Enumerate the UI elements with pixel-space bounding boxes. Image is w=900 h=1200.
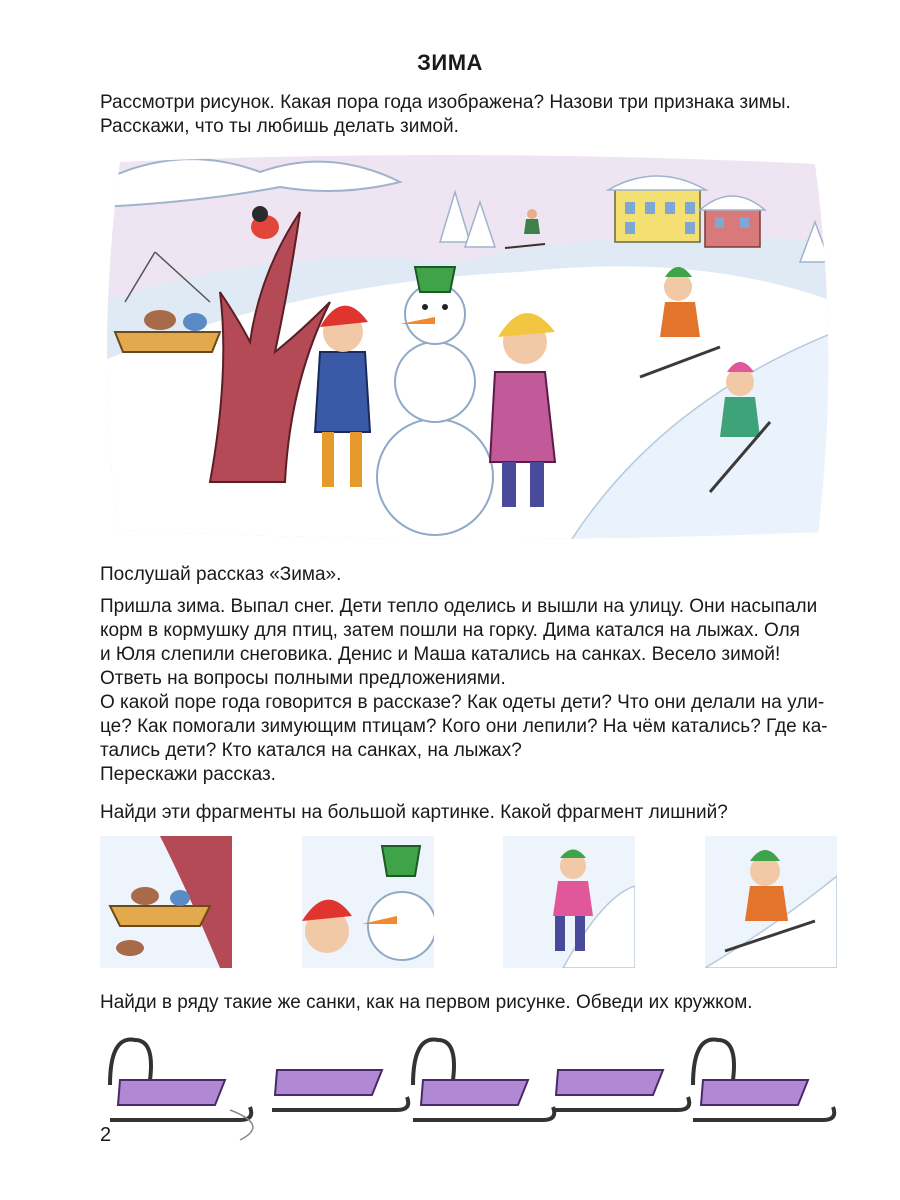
yellow-house-icon [608,176,706,242]
story-line: Ответь на вопросы полными предложениями. [100,668,506,689]
sled-task: Найди в ряду такие же санки, как на первом рисунке. Обведи их кружком. [100,992,753,1013]
sled-icon[interactable] [683,1025,853,1145]
fragment-bird-feeder[interactable] [100,836,232,968]
fragment-boy-sled[interactable] [705,836,837,968]
intro-paragraph [100,91,840,139]
story-line: Пришла зима. Выпал снег. Дети тепло оделись и вышли на улицу. Они насыпали [100,596,818,617]
fragment-snowman[interactable] [302,836,434,968]
story-line: О какой поре года говорится в рассказе? Как одеты дети? Что они делали на ули- [100,692,825,713]
page-title: ЗИМА [417,50,483,75]
red-house-icon [700,196,765,247]
intro-line: Рассмотри рисунок. Какая пора года изображена? Назови три признака зимы. [100,92,791,113]
fragments-task: Найди эти фрагменты на большой картинке. Какой фрагмент лишний? [100,802,728,823]
page-number: 2 [100,1124,112,1146]
story-line: и Юля слепили снеговика. Денис и Маша катались на санках. Весело зимой! [100,644,781,665]
sled-icon[interactable] [100,1025,270,1145]
story-paragraph [100,595,840,787]
winter-scene-illustration [100,152,835,542]
story-line: корм в кормушку для птиц, затем пошли на горку. Дима катался на лыжах. Оля [100,620,800,641]
story-line: Перескажи рассказ. [100,764,276,785]
intro-line: Расскажи, что ты любишь делать зимой. [100,116,459,137]
story-heading: Послушай рассказ «Зима». [100,564,342,585]
fragment-skater[interactable] [503,836,635,968]
story-line: це? Как помогали зимующим птицам? Кого они лепили? На чём катались? Где ка- [100,716,828,737]
story-line: тались дети? Кто катался на санках, на лыжах? [100,740,522,761]
sled-icon[interactable] [403,1025,573,1145]
